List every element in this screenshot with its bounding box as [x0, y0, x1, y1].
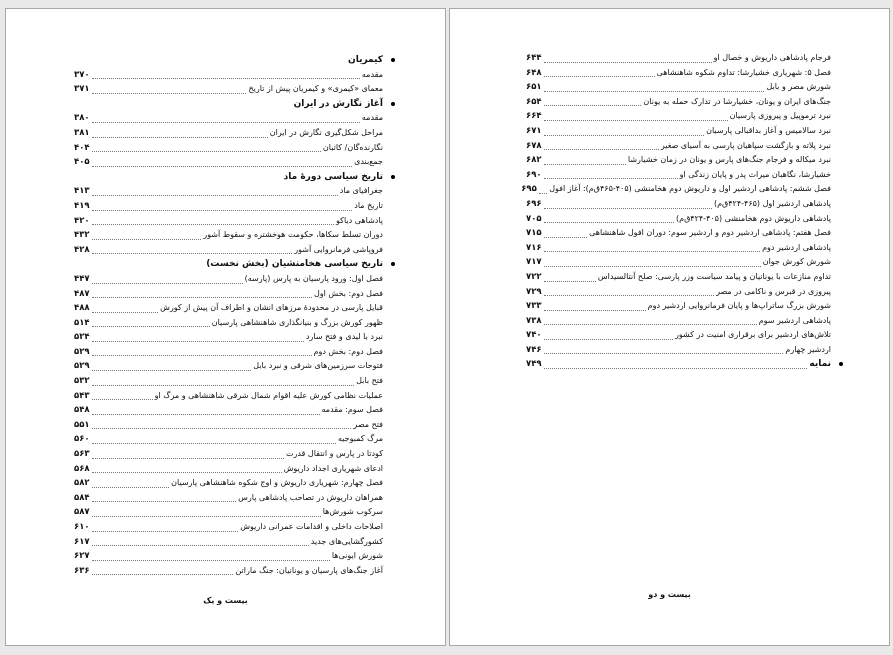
dot-leader: [92, 516, 321, 517]
dot-leader: [92, 531, 238, 532]
toc-entry: [526, 270, 831, 285]
dot-leader: [544, 91, 764, 92]
dot-leader: [92, 283, 243, 284]
toc-entry-title: تاریخ ماد: [354, 200, 383, 210]
toc-entry-title: عملیات نظامی کورش علیه اقوام شمال شرقی شاهنشاهی و مرگ او: [154, 390, 383, 400]
toc-entry-title: معمای «کیمری» و کیمریان پیش از تاریخ: [248, 84, 383, 94]
toc-entry-title: فتح بابل: [356, 376, 383, 386]
toc-entry-title: قبایل پارسی در محدودهٔ مرزهای انشان و اطراف آن پیش از کورش: [160, 303, 383, 313]
dot-leader: [92, 239, 201, 240]
toc-entry-page-number: ۳۷۱: [74, 84, 90, 95]
toc-entry-title: پادشاهی اردشیر سوم: [758, 315, 831, 325]
bullet-icon: [839, 362, 843, 366]
toc-entry-page-number: ۷۱۶: [526, 242, 542, 253]
dot-leader: [92, 253, 292, 254]
toc-entry-title: پادشاهی داریوش دوم هخامنشی (۴۰۵-۴۲۴ق‌م): [676, 213, 831, 223]
toc-entry: [74, 184, 383, 199]
toc-section-heading: [74, 257, 383, 272]
toc-entry-page-number: ۵۱۴: [74, 317, 90, 328]
dot-leader: [92, 458, 284, 459]
toc-entry: [526, 241, 831, 256]
toc-entry-title: فصل هفتم: پادشاهی اردشیر دوم و اردشیر سوم: دوران افول شاهنشاهی: [589, 228, 831, 238]
bullet-icon: [391, 262, 395, 266]
toc-entry-title: دوران تسلط سکاها، حکومت هوخشتره و سقوط آشور: [203, 230, 383, 240]
toc-entry-page-number: ۶۴۴: [526, 53, 542, 63]
toc-entry: [74, 228, 383, 243]
toc-entry-title: تلاش‌های اردشیر برای برقراری امنیت در کشور: [674, 330, 831, 340]
toc-entry-page-number: ۳۸۱: [74, 127, 90, 138]
dot-leader: [544, 120, 728, 121]
toc-entry-page-number: ۶۸۲: [526, 155, 542, 166]
toc-list-right: [521, 51, 831, 372]
toc-entry-page-number: ۶۱۷: [74, 536, 90, 547]
toc-entry: [521, 182, 831, 197]
dot-leader: [544, 368, 807, 369]
dot-leader: [92, 399, 153, 400]
dot-leader: [92, 122, 360, 123]
toc-entry-page-number: ۵۵۱: [74, 419, 90, 430]
toc-entry: [74, 389, 383, 404]
toc-entry: [526, 255, 831, 270]
toc-entry-title: فصل اول: ورود پارسیان به پارس (پارسه): [244, 273, 383, 283]
toc-entry-title: مقدمه: [361, 113, 383, 123]
toc-entry-page-number: ۷۱۷: [526, 257, 542, 268]
toc-entry: [526, 299, 831, 314]
toc-entry-title: خشیارشا، نگاهبان میراث پدر و پایان زندگی او: [679, 169, 831, 179]
toc-entry-page-number: ۷۳۳: [526, 301, 542, 312]
toc-entry-page-number: ۴۳۲: [74, 230, 90, 241]
toc-entry-page-number: ۶۹۵: [521, 184, 537, 195]
toc-entry-title: پیروزی در قبرس و ناکامی در مصر: [716, 286, 831, 296]
toc-entry-title: تداوم منازعات با یونانیان و پیامد سیاست وزر پارسی: صلح آنتالسیداس: [597, 271, 831, 281]
dot-leader: [92, 370, 251, 371]
dot-leader: [92, 210, 352, 211]
toc-entry: [74, 520, 383, 535]
toc-entry: [74, 418, 383, 433]
toc-entry-title: شورش بزرگ ساتراپ‌ها و پایان فرمانروایی اردشیر دوم: [647, 301, 831, 311]
toc-entry-title: آغاز نگارش در ایران: [293, 98, 383, 109]
dot-leader: [92, 443, 336, 444]
toc-entry-title: همراهان داریوش در تصاحب پادشاهی پارس: [238, 492, 383, 502]
toc-entry-title: تاریخ سیاسی دورهٔ ماد: [283, 171, 383, 182]
dot-leader: [92, 355, 312, 356]
toc-entry-page-number: ۶۷۱: [526, 125, 542, 136]
toc-entry-title: کیمریان: [348, 55, 383, 65]
toc-entry: [526, 285, 831, 300]
toc-entry: [74, 272, 383, 287]
dot-leader: [92, 297, 312, 298]
dot-leader: [92, 487, 169, 488]
dot-leader: [544, 237, 587, 238]
toc-entry: [526, 51, 831, 66]
toc-entry-page-number: ۷۴۰: [526, 330, 542, 341]
dot-leader: [92, 414, 320, 415]
toc-entry: [74, 447, 383, 462]
page-footer-right: بیست و دو: [648, 590, 691, 599]
toc-entry-page-number: ۶۲۷: [74, 551, 90, 562]
dot-leader: [544, 135, 704, 136]
toc-entry: [74, 462, 383, 477]
toc-entry: [74, 243, 383, 258]
toc-entry-page-number: ۵۶۰: [74, 434, 90, 445]
toc-entry-title: پادشاهی دیاکو: [336, 215, 383, 225]
toc-entry-title: کودتا در پارس و انتقال قدرت: [285, 449, 383, 459]
toc-entry-page-number: ۷۰۵: [526, 213, 542, 224]
toc-entry-page-number: ۵۲۹: [74, 346, 90, 357]
toc-entry: [526, 328, 831, 343]
dot-leader: [92, 137, 268, 138]
bullet-icon: [391, 58, 395, 62]
toc-section-heading: [74, 170, 383, 185]
toc-entry-title: ادعای شهریاری اجداد داریوش: [283, 463, 383, 473]
toc-entry-page-number: ۵۸۷: [74, 507, 90, 518]
toc-entry-title: نبرد سالامیس و آغاز بداقبالی پارسیان: [706, 125, 831, 135]
toc-entry-page-number: ۴۸۷: [74, 288, 90, 299]
toc-entry: [526, 168, 831, 183]
dot-leader: [544, 62, 712, 63]
toc-entry: [74, 549, 383, 564]
toc-entry-title: مقدمه: [361, 69, 383, 79]
toc-entry-page-number: ۴۱۳: [74, 186, 90, 197]
toc-entry-title: فتوحات سرزمین‌های شرقی و نبرد بابل: [253, 361, 383, 371]
toc-entry-title: پادشاهی اردشیر اول (۴۶۵-۴۲۴ق‌م): [713, 198, 831, 208]
toc-entry: [74, 287, 383, 302]
dot-leader: [92, 195, 338, 196]
toc-entry-title: سرکوب شورش‌ها: [322, 507, 383, 517]
toc-entry: [74, 345, 383, 360]
toc-entry: [526, 80, 831, 95]
dot-leader: [544, 281, 596, 282]
dot-leader: [544, 164, 626, 165]
dot-leader: [544, 339, 673, 340]
dot-leader: [92, 312, 158, 313]
toc-entry: [74, 126, 383, 141]
bullet-icon: [391, 102, 395, 106]
toc-entry: [526, 66, 831, 81]
toc-entry-title: فرجام پادشاهی داریوش و خصال او: [713, 53, 831, 62]
toc-entry: [74, 330, 383, 345]
toc-entry: [74, 214, 383, 229]
toc-entry-page-number: ۴۲۸: [74, 244, 90, 255]
toc-entry-title: فصل دوم: بخش دوم: [313, 346, 383, 356]
toc-entry: [74, 491, 383, 506]
toc-entry-page-number: ۷۴۶: [526, 344, 542, 355]
right-page: [449, 8, 890, 646]
dot-leader: [544, 295, 714, 296]
toc-entry-title: شورش ایونی‌ها: [331, 551, 383, 561]
toc-entry-title: نبرد پلاته و بازگشت سپاهیان پارسی به آسیای صغیر: [660, 140, 831, 150]
toc-entry-page-number: ۶۳۶: [74, 565, 90, 576]
toc-entry: [74, 199, 383, 214]
toc-entry: [526, 109, 831, 124]
toc-entry-page-number: ۷۲۲: [526, 271, 542, 282]
toc-entry-page-number: ۷۲۹: [526, 286, 542, 297]
toc-entry-page-number: ۷۳۸: [526, 315, 542, 326]
toc-entry-page-number: ۵۴۸: [74, 405, 90, 416]
toc-entry-title: جمع‌بندی: [354, 157, 383, 167]
toc-entry-page-number: ۵۲۹: [74, 361, 90, 372]
toc-entry: [526, 153, 831, 168]
dot-leader: [92, 341, 304, 342]
toc-entry-title: شورش کورش جوان: [762, 257, 831, 267]
dot-leader: [92, 93, 246, 94]
page-footer-left: بیست و یک: [203, 596, 248, 605]
toc-entry-page-number: ۷۱۵: [526, 228, 542, 239]
toc-entry-page-number: ۴۲۰: [74, 215, 90, 226]
toc-entry: [526, 343, 831, 358]
dot-leader: [539, 193, 547, 194]
toc-entry: [526, 124, 831, 139]
toc-entry-page-number: ۵۸۴: [74, 492, 90, 503]
toc-entry: [526, 226, 831, 241]
toc-entry-page-number: ۳۸۰: [74, 113, 90, 124]
toc-entry-title: فصل دوم: بخش اول: [313, 288, 383, 298]
toc-entry-title: شورش مصر و بابل: [766, 82, 831, 92]
toc-entry-title: تاریخ سیاسی هخامنشیان (بخش نخست): [206, 259, 383, 270]
toc-entry-title: نبرد با لیدی و فتح سارد: [305, 332, 383, 342]
toc-list-left: [74, 53, 383, 578]
toc-entry: [74, 403, 383, 418]
toc-entry-page-number: ۵۶۸: [74, 463, 90, 474]
toc-entry: [526, 212, 831, 227]
toc-entry: [74, 68, 383, 83]
toc-entry: [526, 197, 831, 212]
toc-entry-title: فروپاشی فرمانروایی آشور: [294, 244, 383, 254]
toc-entry-page-number: ۷۴۹: [526, 359, 542, 370]
toc-entry: [74, 535, 383, 550]
dot-leader: [92, 472, 282, 473]
toc-entry: [74, 374, 383, 389]
toc-entry-page-number: ۶۶۴: [526, 111, 542, 122]
toc-entry-page-number: ۶۱۰: [74, 522, 90, 532]
toc-entry-page-number: ۶۵۴: [526, 96, 542, 107]
toc-entry-title: پادشاهی اردشیر دوم: [762, 242, 831, 252]
toc-entry: [526, 139, 831, 154]
toc-section-heading: [74, 97, 383, 112]
toc-entry-page-number: ۵۶۳: [74, 449, 90, 460]
toc-entry: [74, 505, 383, 520]
toc-section-heading: [526, 357, 831, 372]
toc-entry-title: اردشیر چهارم: [785, 344, 831, 354]
toc-entry-page-number: ۶۵۱: [526, 82, 542, 93]
toc-entry-page-number: ۴۱۹: [74, 200, 90, 211]
toc-entry-title: جنگ‌های ایران و یونان، خشیارشا در تدارک حمله به یونان: [643, 96, 831, 106]
left-page: [5, 8, 446, 646]
bullet-icon: [391, 175, 395, 179]
dot-leader: [544, 310, 646, 311]
toc-entry: [74, 141, 383, 156]
dot-leader: [92, 151, 321, 152]
toc-entry-title: فتح مصر: [353, 419, 383, 429]
toc-entry-page-number: ۶۹۰: [526, 169, 542, 180]
dot-leader: [544, 208, 712, 209]
dot-leader: [544, 178, 678, 179]
toc-entry-title: کشورگشایی‌های جدید: [310, 536, 383, 546]
dot-leader: [544, 149, 659, 150]
dot-leader: [92, 166, 352, 167]
toc-entry-title: فصل ششم: پادشاهی اردشیر اول و داریوش دوم هخامنشی (۴۰۵-۴۶۵ق‌م): آغاز افول: [549, 184, 831, 194]
toc-entry-title: نبرد ترموپیل و پیروزی پارسیان: [729, 111, 831, 121]
toc-entry-title: ظهور کورش بزرگ و بنیانگذاری شاهنشاهی پارسیان: [211, 317, 383, 327]
dot-leader: [92, 428, 351, 429]
dot-leader: [92, 326, 210, 327]
toc-entry: [74, 111, 383, 126]
dot-leader: [92, 224, 334, 225]
dot-leader: [544, 251, 760, 252]
toc-entry: [74, 82, 383, 97]
dot-leader: [544, 353, 783, 354]
toc-entry-page-number: ۴۴۷: [74, 273, 90, 284]
dot-leader: [92, 501, 236, 502]
toc-entry-title: اصلاحات داخلی و اقدامات عمرانی داریوش: [240, 522, 383, 531]
toc-entry-page-number: ۴۸۸: [74, 303, 90, 314]
dot-leader: [92, 385, 354, 386]
toc-entry-title: نبرد میکاله و فرجام جنگ‌های پارس و یونان در زمان خشیارشا: [627, 155, 831, 165]
toc-entry: [74, 432, 383, 447]
toc-entry-page-number: ۶۴۸: [526, 67, 542, 78]
toc-entry-page-number: ۵۲۴: [74, 332, 90, 343]
dot-leader: [544, 266, 761, 267]
toc-entry-title: فصل ۵: شهریاری خشیارشا: تداوم شکوه شاهنشاهی: [656, 67, 831, 77]
toc-entry-page-number: ۳۷۰: [74, 69, 90, 80]
toc-entry: [74, 564, 383, 579]
toc-entry: [526, 95, 831, 110]
toc-entry-title: مراحل شکل‌گیری نگارش در ایران: [269, 127, 383, 137]
dot-leader: [544, 324, 757, 325]
dot-leader: [92, 545, 309, 546]
toc-entry: [74, 316, 383, 331]
toc-entry-title: آغاز جنگ‌های پارسیان و یونانیان: جنگ ماراتن: [235, 565, 383, 575]
toc-entry: [74, 155, 383, 170]
toc-entry-page-number: ۵۴۳: [74, 390, 90, 401]
toc-entry-page-number: ۵۳۲: [74, 376, 90, 387]
dot-leader: [92, 78, 360, 79]
toc-entry-title: جغرافیای ماد: [339, 186, 383, 196]
dot-leader: [544, 222, 674, 223]
dot-leader: [544, 105, 641, 106]
toc-entry-page-number: ۶۹۶: [526, 198, 542, 209]
toc-entry-title: فصل سوم: مقدمه: [321, 405, 383, 415]
toc-entry-page-number: ۴۰۵: [74, 157, 90, 168]
toc-entry: [74, 476, 383, 491]
toc-entry: [526, 314, 831, 329]
toc-entry-title: مرگ کمبوجیه: [337, 434, 383, 444]
dot-leader: [92, 560, 330, 561]
toc-entry-title: نگارنده‌گان/ کاتبان: [322, 142, 383, 152]
toc-entry: [74, 359, 383, 374]
toc-entry-page-number: ۵۸۲: [74, 478, 90, 489]
toc-entry-page-number: ۶۷۸: [526, 140, 542, 151]
dot-leader: [544, 76, 655, 77]
toc-entry: [74, 301, 383, 316]
toc-entry-page-number: ۴۰۴: [74, 142, 90, 153]
dot-leader: [92, 574, 233, 575]
toc-entry-title: نمایه: [809, 359, 831, 370]
toc-section-heading: [74, 53, 383, 68]
toc-entry-title: فصل چهارم: شهریاری داریوش و اوج شکوه شاهنشاهی پارسیان: [171, 478, 383, 488]
